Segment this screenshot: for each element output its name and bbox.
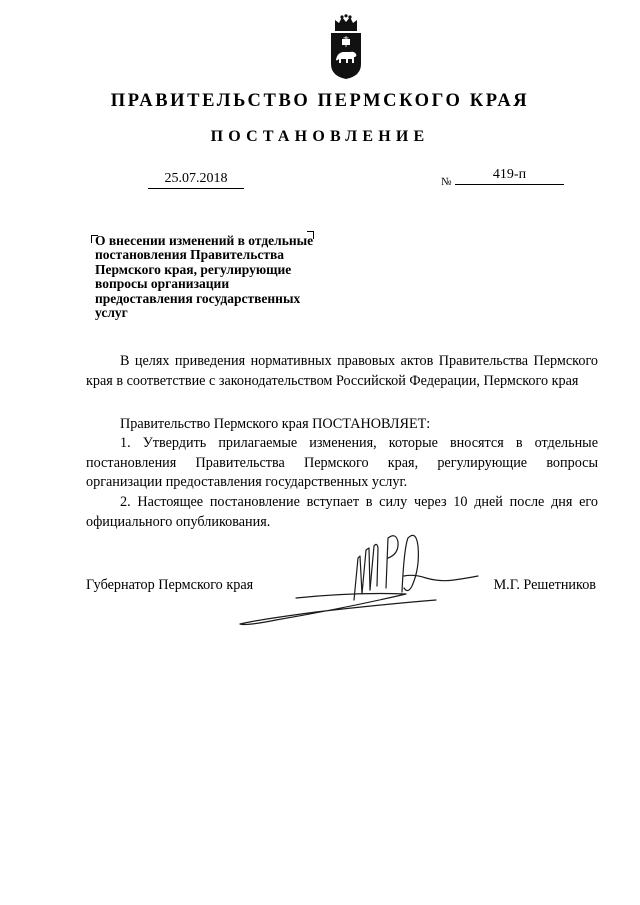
- subject-line: услуг: [95, 305, 128, 321]
- preamble-paragraph: В целях приведения нормативных правовых актов Правительства Пермского края в соответствие с законодательством Российской Федерации, Пермского края: [86, 353, 598, 389]
- signatory-role: Губернатор Пермского края: [86, 577, 254, 593]
- decree-formula: Правительство Пермского края ПОСТАНОВЛЯЕТ:: [120, 416, 431, 432]
- subject-line: вопросы организации: [95, 276, 230, 292]
- number-sign-label: №: [441, 176, 452, 188]
- government-title: ПРАВИТЕЛЬСТВО ПЕРМСКОГО КРАЯ: [110, 91, 530, 111]
- handwritten-signature-icon: [236, 528, 506, 630]
- document-type-title: ПОСТАНОВЛЕНИЕ: [210, 128, 430, 145]
- document-number: 419-п: [455, 166, 564, 185]
- decree-item-1: 1. Утвердить прилагаемые изменения, которые вносятся в отдельные постановления Правительства Пермского края, регулирующие вопросы организации предоставления государственных услуг.: [86, 435, 598, 490]
- subject-line: предоставления государственных: [95, 290, 301, 306]
- signatory-name: М.Г. Решетников: [493, 577, 596, 593]
- subject-line: постановления Правительства: [95, 247, 284, 263]
- perm-krai-coat-of-arms-icon: [329, 14, 363, 80]
- subject-line: Пермского края, регулирующие: [95, 261, 292, 277]
- document-date: 25.07.2018: [148, 170, 244, 189]
- decree-item-2: 2. Настоящее постановление вступает в силу через 10 дней после дня его официального опубликования.: [86, 494, 598, 530]
- document-subject: [95, 234, 345, 320]
- subject-line: О внесении изменений в отдельные: [95, 233, 314, 248]
